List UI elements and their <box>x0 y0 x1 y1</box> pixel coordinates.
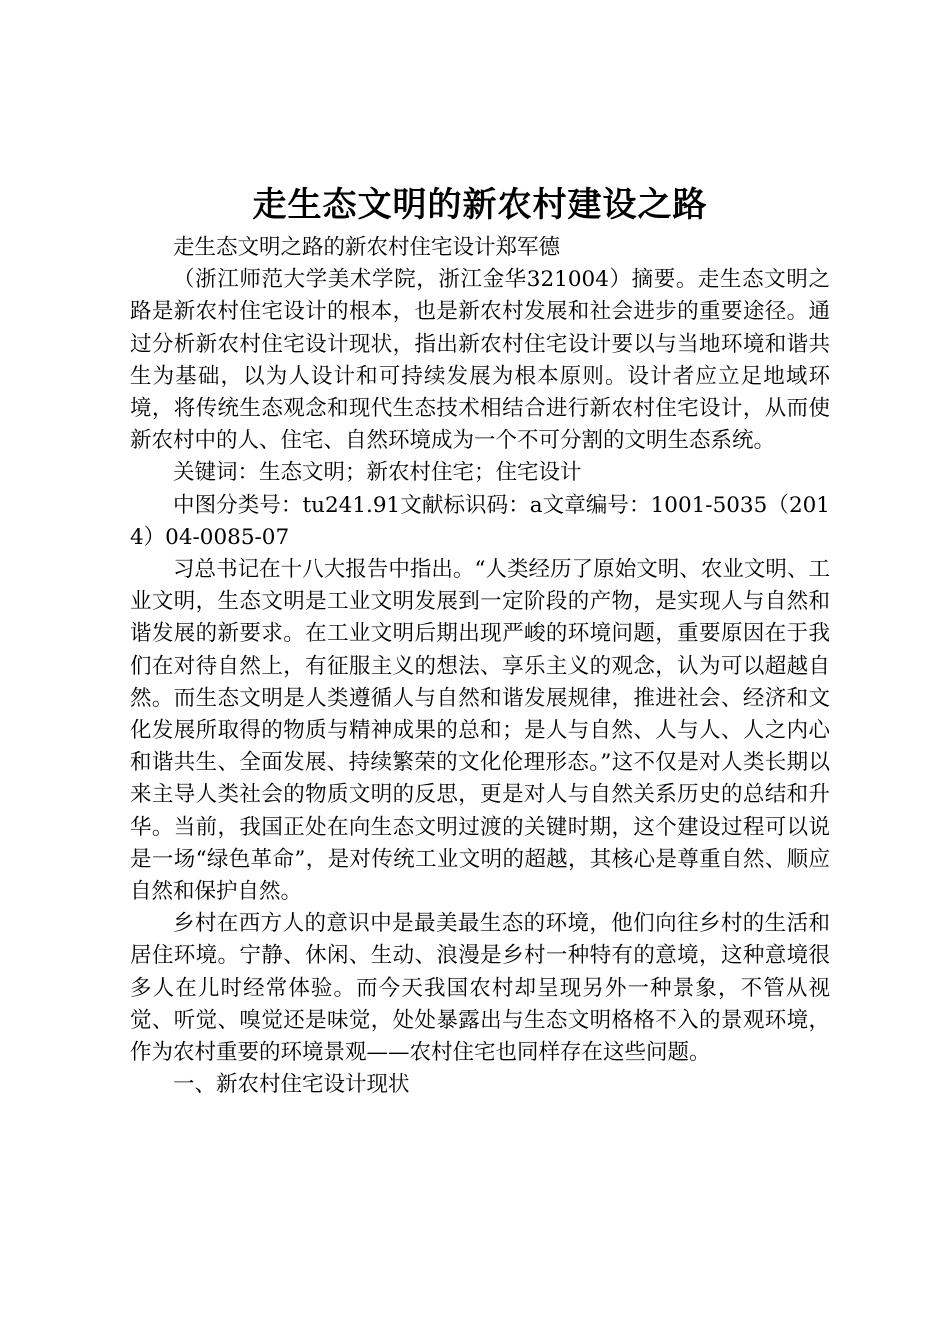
body-paragraph-2: 乡村在西方人的意识中是最美最生态的环境，他们向往乡村的生活和居住环境。宁静、休闲、生动、浪漫是乡村一种特有的意境，这种意境很多人在儿时经常体验。而今天我国农村却呈现另外一种景象，不管从视觉、听觉、嗅觉还是味觉，处处暴露出与生态文明格格不入的景观环境，作为农村重要的环境景观——农村住宅也同样存在这些问题。 <box>130 911 830 1066</box>
body-paragraph-1: 习总书记在十八大报告中指出。“人类经历了原始文明、农业文明、工业文明，生态文明是工业文明发展到一定阶段的产物，是实现人与自然和谐发展的新要求。在工业文明后期出现严峻的环境问题，重要原因在于我们在对待自然上，有征服主义的想法、享乐主义的观念，认为可以超越自然。而生态文明是人类遵循人与自然和谐发展规律，推进社会、经济和文化发展所取得的物质与精神成果的总和；是人与自然、人与人、人之内心和谐共生、全面发展、持续繁荣的文化伦理形态。”这不仅是对人类长期以来主导人类社会的物质文明的反思，更是对人与自然关系历史的总结和升华。当前，我国正处在向生态文明过渡的关键时期，这个建设过程可以说是一场“绿色革命”，是对传统工业文明的超越，其核心是尊重自然、顺应自然和保护自然。 <box>130 557 830 905</box>
abstract-paragraph: （浙江师范大学美术学院，浙江金华321004）摘要。走生态文明之路是新农村住宅设计的根本，也是新农村发展和社会进步的重要途径。通过分析新农村住宅设计现状，指出新农村住宅设计要以与当地环境和谐共生为基础，以为人设计和可持续发展为根本原则。设计者应立足地域环境，将传统生态观念和现代生态技术相结合进行新农村住宅设计，从而使新农村中的人、住宅、自然环境成为一个不可分割的文明生态系统。 <box>130 267 830 454</box>
classification-line: 中图分类号：tu241.91文献标识码：a文章编号：1001-5035（2014）04-0085-07 <box>130 492 830 550</box>
document-title: 走生态文明的新农村建设之路 <box>252 185 708 225</box>
subtitle-line: 走生态文明之路的新农村住宅设计郑军德 <box>173 235 561 260</box>
keywords-line: 关键词：生态文明；新农村住宅；住宅设计 <box>173 460 582 486</box>
section-heading: 一、新农村住宅设计现状 <box>173 1072 410 1098</box>
document-page <box>130 182 830 1101</box>
